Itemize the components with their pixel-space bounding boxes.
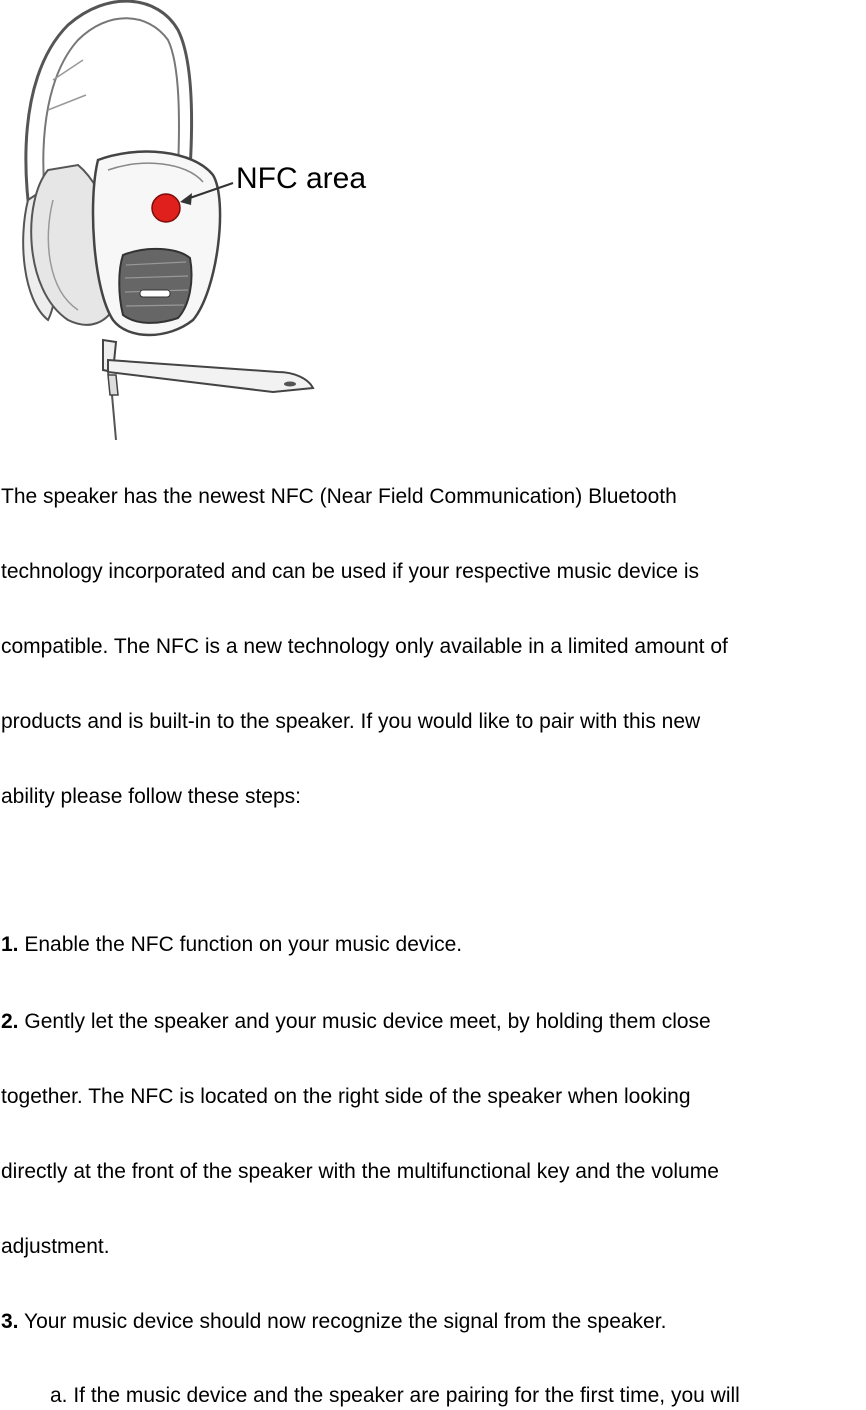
substep-a: a. If the music device and the speaker are pairing for the first time, you will <box>50 1384 740 1407</box>
intro-line: The speaker has the newest NFC (Near Field Communication) Bluetooth <box>1 485 677 508</box>
nfc-dot <box>152 194 180 222</box>
step-text: Your music device should now recognize the signal from the speaker. <box>23 1310 667 1333</box>
headset-illustration <box>8 0 388 440</box>
intro-line: compatible. The NFC is a new technology only available in a limited amount of <box>1 635 728 658</box>
step-text: Gently let the speaker and your music device meet, by holding them close <box>24 1010 711 1033</box>
step-3 <box>1 1310 666 1334</box>
step-2-continuation: adjustment. <box>1 1235 110 1258</box>
intro-line: technology incorporated and can be used if your respective music device is <box>1 560 700 583</box>
step-2-continuation: directly at the front of the speaker with the multifunctional key and the volume <box>1 1160 719 1183</box>
nfc-area-label: NFC area <box>236 162 367 195</box>
intro-line: ability please follow these steps: <box>1 785 301 808</box>
step-text: Enable the NFC function on your music device. <box>24 933 463 956</box>
step-2 <box>1 1010 711 1034</box>
step-1 <box>1 933 462 957</box>
step-number: 2. <box>1 1010 19 1033</box>
intro-line: products and is built-in to the speaker. If you would like to pair with this new <box>1 710 701 733</box>
multifunction-key <box>140 290 170 297</box>
step-number: 1. <box>1 933 19 956</box>
step-2-continuation: together. The NFC is located on the right side of the speaker when looking <box>1 1085 691 1108</box>
step-number: 3. <box>1 1310 19 1333</box>
speaker-grill <box>119 249 191 323</box>
